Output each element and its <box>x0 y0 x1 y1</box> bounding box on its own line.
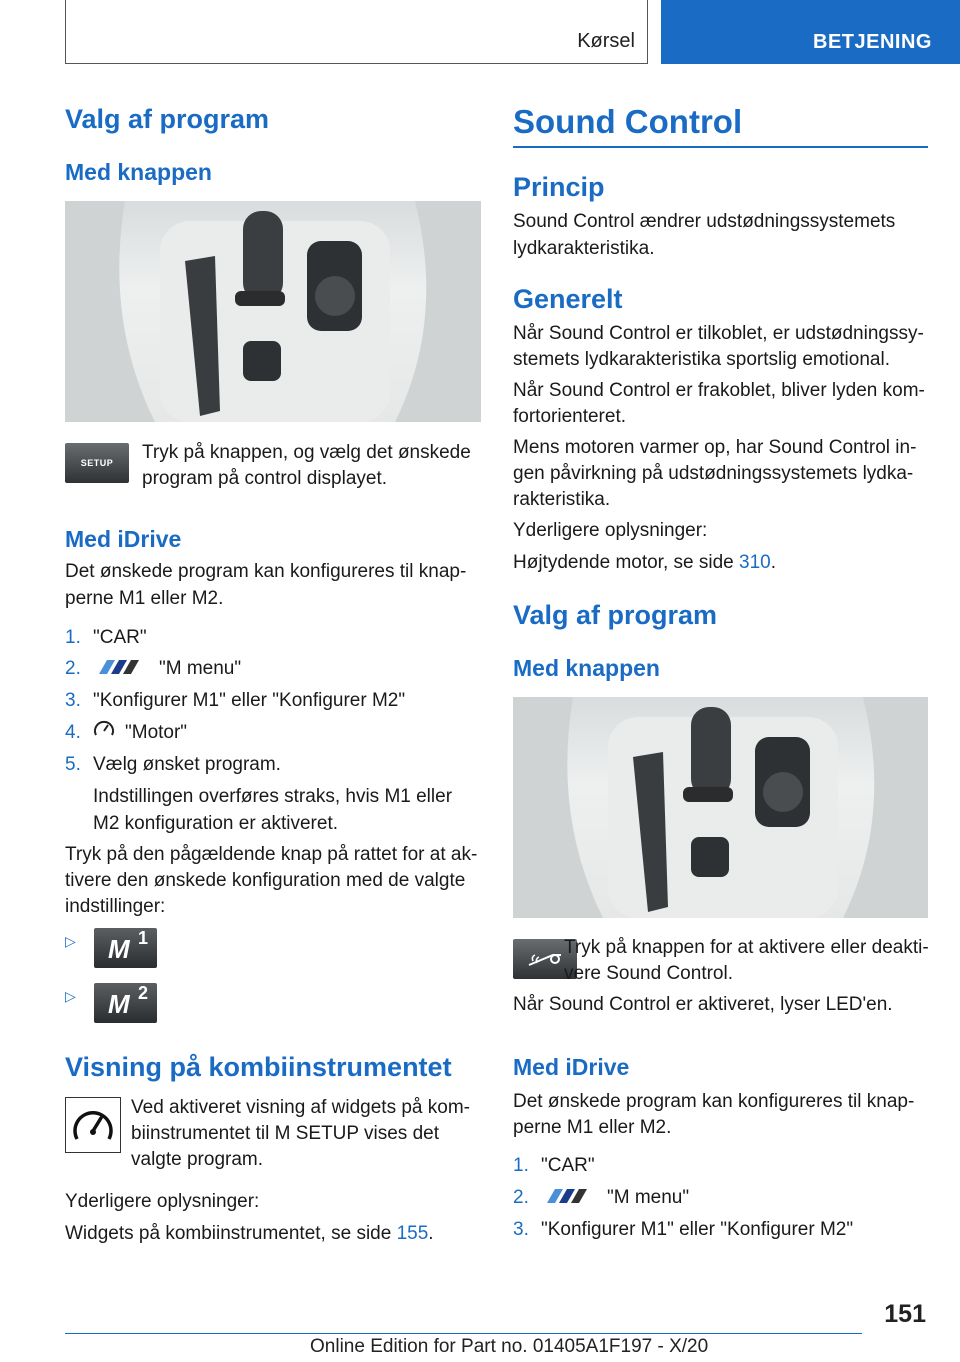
led-text: Når Sound Control er aktiveret, lyser LED'en. <box>513 994 893 1015</box>
heading-med-knappen: Med knappen <box>65 159 212 185</box>
heading-princip: Princip <box>513 172 605 202</box>
gauge-icon <box>93 719 115 746</box>
m2-button-image <box>94 983 157 1023</box>
princip-text-line-2: lydkarakteristika. <box>513 238 655 259</box>
list-number: 4. <box>65 722 81 743</box>
list-item <box>513 1184 689 1211</box>
center-console-photo <box>65 201 481 422</box>
list-number: 1. <box>65 627 81 648</box>
list-number: 2. <box>513 1187 529 1208</box>
list-item <box>513 1216 853 1243</box>
period: . <box>428 1223 434 1244</box>
bullet-triangle: ▷ <box>65 933 76 949</box>
header-section-box <box>65 0 648 64</box>
heading-sound-control: Sound Control <box>513 103 743 140</box>
generelt-line-4: fortorienteret. <box>513 406 626 427</box>
idrive-text-line-2: perne M1 eller M2. <box>513 1117 672 1138</box>
list-text: "M menu" <box>607 1187 690 1208</box>
heading-generelt: Generelt <box>513 284 623 314</box>
center-console-illustration <box>513 697 928 918</box>
list-item <box>65 719 187 746</box>
heading-valg-af-program: Valg af program <box>65 104 270 134</box>
m1-number: 1 <box>138 928 149 948</box>
header-chapter-tab <box>661 0 960 64</box>
generelt-line-5: Mens motoren varmer op, har Sound Control in- <box>513 437 917 458</box>
press-text-line-3: indstillinger: <box>65 896 166 917</box>
header-section-title: Kørsel <box>577 30 635 52</box>
list-number: 2. <box>65 658 81 679</box>
heading-visning: Visning på kombiinstrumentet <box>65 1052 452 1082</box>
idrive-text-line-1: Det ønskede program kan konfigureres til knap- <box>65 561 467 582</box>
list-number: 1. <box>513 1155 529 1176</box>
m1-letter: M <box>108 934 130 964</box>
m-stripes-icon <box>93 655 151 682</box>
motor-reference <box>513 549 776 576</box>
step5-sub-line-2: M2 konfiguration er aktiveret. <box>93 813 339 834</box>
heading-med-knappen: Med knappen <box>513 655 660 681</box>
widgets-reference-text: Widgets på kombiinstrumentet, se side <box>65 1223 397 1244</box>
bullet-triangle: ▷ <box>65 988 76 1004</box>
heading-med-idrive: Med iDrive <box>65 526 182 552</box>
heading-valg-af-program: Valg af program <box>513 600 718 630</box>
center-console-illustration <box>65 201 481 422</box>
footer-rule <box>65 1333 862 1334</box>
list-text: "CAR" <box>541 1155 595 1176</box>
more-info-label: Yderligere oplysninger: <box>513 520 708 541</box>
footer-edition-text: Online Edition for Part no. 01405A1F197 - X/20 <box>310 1336 709 1357</box>
list-item <box>513 1152 595 1179</box>
press-text-line-2: tivere den ønskede konfiguration med de valgte <box>65 870 466 891</box>
idrive-text-line-2: perne M1 eller M2. <box>65 588 224 609</box>
heading-med-idrive: Med iDrive <box>513 1054 630 1080</box>
princip-text-line-1: Sound Control ændrer udstødningssystemets <box>513 211 896 232</box>
list-text: "CAR" <box>93 627 147 648</box>
heading-rule <box>513 146 928 148</box>
list-item <box>65 687 405 714</box>
press-text-line-1: Tryk på den pågældende knap på rattet for at ak- <box>65 844 478 865</box>
generelt-line-6: gen påvirkning på udstødningssystemets lydka- <box>513 463 914 484</box>
list-text: "Konfigurer M1" eller "Konfigurer M2" <box>93 690 406 711</box>
list-text: "Konfigurer M1" eller "Konfigurer M2" <box>541 1219 854 1240</box>
m2-letter: M <box>108 989 130 1019</box>
step5-sub-line-1: Indstillingen overføres straks, hvis M1 eller <box>93 786 453 807</box>
list-item <box>65 655 241 682</box>
header-chapter-title: BETJENING <box>813 31 932 53</box>
widgets-reference <box>65 1220 434 1247</box>
page-link-155[interactable]: 155 <box>396 1223 429 1244</box>
list-text: "M menu" <box>159 658 242 679</box>
list-item <box>65 751 281 778</box>
generelt-line-7: rakteristika. <box>513 489 611 510</box>
generelt-line-3: Når Sound Control er frakoblet, bliver lyden kom- <box>513 380 925 401</box>
list-number: 3. <box>513 1219 529 1240</box>
page-number: 151 <box>884 1300 926 1328</box>
list-item <box>65 624 147 651</box>
motor-reference-text: Højtydende motor, se side <box>513 552 739 573</box>
setup-button-image: SETUP <box>65 443 129 483</box>
sound-control-text-line-1: Tryk på knappen for at aktivere eller deakti- <box>564 937 929 958</box>
period: . <box>770 552 776 573</box>
center-console-photo <box>513 697 928 918</box>
page-link-310[interactable]: 310 <box>739 552 771 573</box>
list-text: Vælg ønsket program. <box>93 754 281 775</box>
setup-text-line-1: Tryk på knappen, og vælg det ønskede <box>142 442 471 463</box>
visning-text-line-1: Ved aktiveret visning af widgets på kom- <box>131 1097 471 1118</box>
exhaust-sound-icon <box>525 949 565 969</box>
list-text: "Motor" <box>125 722 188 743</box>
more-info-label: Yderligere oplysninger: <box>65 1191 260 1212</box>
m2-number: 2 <box>138 983 149 1003</box>
visning-text-line-3: valgte program. <box>131 1149 264 1170</box>
instrument-gauge-icon <box>65 1097 121 1153</box>
list-number: 3. <box>65 690 81 711</box>
sound-control-text-line-2: vere Sound Control. <box>564 963 733 984</box>
generelt-line-2: stemets lydkarakteristika sportslig emotional. <box>513 349 890 370</box>
m-stripes-icon <box>541 1184 599 1211</box>
setup-text-line-2: program på control displayet. <box>142 468 388 489</box>
m1-button-image <box>94 928 157 968</box>
visning-text-line-2: biinstrumentet til M SETUP vises det <box>131 1123 439 1144</box>
list-number: 5. <box>65 754 81 775</box>
generelt-line-1: Når Sound Control er tilkoblet, er udstødningssy- <box>513 323 924 344</box>
idrive-text-line-1: Det ønskede program kan konfigureres til knap- <box>513 1091 915 1112</box>
